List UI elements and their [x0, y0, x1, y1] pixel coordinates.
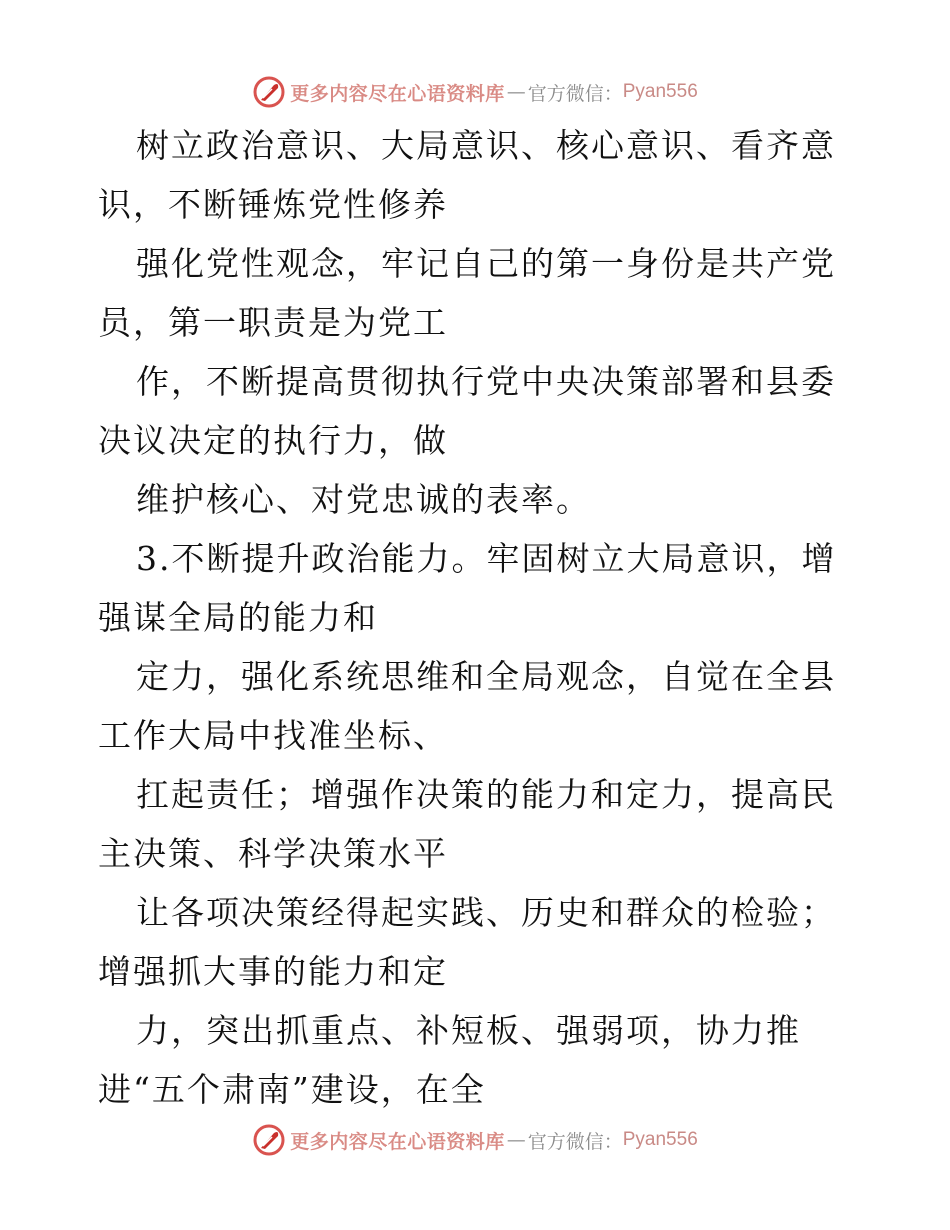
- paragraph-3: 作，不断提高贯彻执行党中央决策部署和县委决议决定的执行力，做: [98, 362, 836, 460]
- banner-wechat-label: 官方微信：: [527, 82, 623, 105]
- banner-main-text: 更多内容尽在心语资料库: [290, 1130, 505, 1153]
- footer-watermark-banner: [0, 1120, 950, 1160]
- document-body: [98, 116, 858, 1119]
- paragraph-8: 让各项决策经得起实践、历史和群众的检验；增强抓大事的能力和定: [98, 893, 836, 991]
- paragraph-5: 3.不断提升政治能力。牢固树立大局意识，增强谋全局的能力和: [98, 539, 837, 637]
- banner-wechat-id: Pyan556: [622, 1129, 698, 1150]
- banner-wechat-label: 官方微信：: [527, 1130, 623, 1153]
- paragraph-9: 力，突出抓重点、补短板、强弱项，协力推进“五个肃南”建设，在全: [98, 1011, 801, 1109]
- banner-wechat-id: Pyan556: [622, 81, 698, 102]
- feather-pen-logo-icon: [252, 75, 286, 109]
- paragraph-1: 树立政治意识、大局意识、核心意识、看齐意识，不断锤炼党性修养: [98, 126, 836, 224]
- paragraph-6: 定力，强化系统思维和全局观念，自觉在全县工作大局中找准坐标、: [98, 657, 836, 755]
- paragraph-2: 强化党性观念，牢记自己的第一身份是共产党员，第一职责是为党工: [98, 244, 836, 342]
- banner-separator: —: [506, 1129, 526, 1151]
- paragraph-7: 扛起责任；增强作决策的能力和定力，提高民主决策、科学决策水平: [98, 775, 836, 873]
- banner-main-text: 更多内容尽在心语资料库: [290, 82, 505, 105]
- feather-pen-logo-icon: [252, 1123, 286, 1157]
- header-watermark-banner: [0, 72, 950, 112]
- banner-separator: —: [506, 81, 526, 103]
- paragraph-4: 维护核心、对党忠诚的表率。: [136, 480, 591, 519]
